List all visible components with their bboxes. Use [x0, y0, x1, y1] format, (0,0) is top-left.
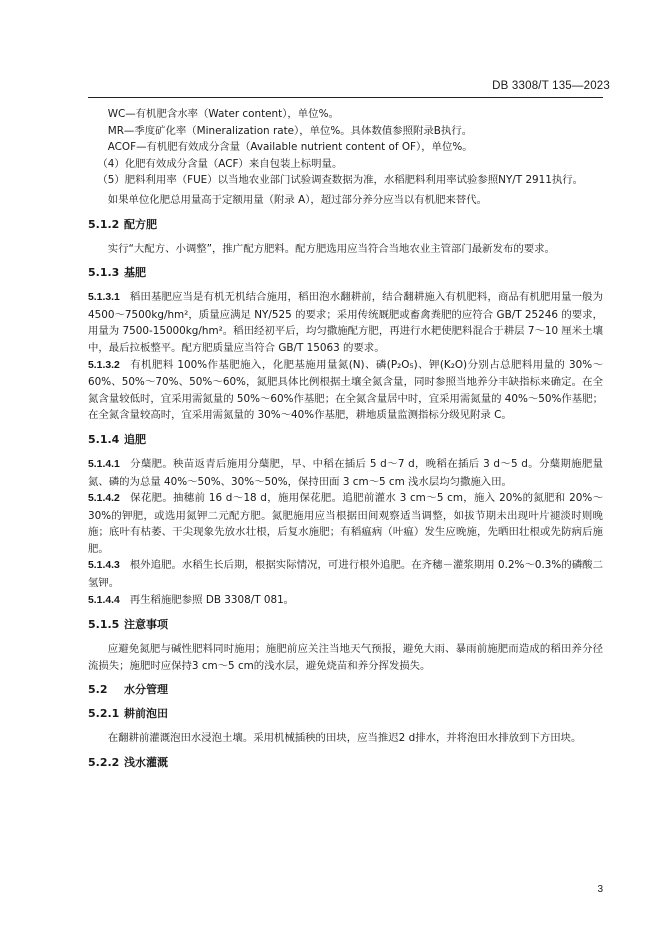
heading-5-1-2 [88, 217, 603, 233]
heading-5-2-2 [88, 755, 603, 771]
heading-number: 5.1.2 [88, 217, 120, 231]
clause-number: 5.1.3.1 [88, 292, 120, 304]
document-code: DB 3308/T 135—2023 [492, 80, 610, 92]
heading-number: 5.2 [88, 683, 108, 697]
clause-number: 5.1.4.2 [88, 493, 120, 505]
note-excess: 如果单位化肥总用量高于定额用量（附录 A），超过部分养分应当以有机肥来替代。 [107, 193, 488, 206]
clause-number: 5.1.4.4 [88, 594, 120, 606]
clause-text: 再生稻施肥参照 DB 3308/T 081。 [129, 593, 295, 606]
clause-number: 5.1.4.1 [88, 458, 120, 470]
clause-5-1-3-1 [88, 289, 603, 356]
clause-number: 5.1.4.3 [88, 560, 120, 572]
paragraph-5-1-2: 实行“大配方、小调整”，推广配方肥料。配方肥选用应当符合当地农业主管部门最新发布的要求。 [107, 242, 555, 255]
heading-number: 5.1.5 [88, 618, 120, 632]
heading-title: 注意事项 [124, 618, 168, 632]
heading-title: 水分管理 [124, 683, 168, 697]
heading-5-1-4 [88, 432, 603, 448]
heading-number: 5.2.1 [88, 707, 120, 721]
page-content [88, 106, 603, 779]
note-acf: （4）化肥有效成分含量（ACF）来自包装上标明量。 [97, 157, 343, 170]
heading-5-1-3 [88, 265, 603, 281]
clause-5-1-4-4 [88, 592, 603, 610]
note-fue: （5）肥料利用率（FUE）以当地农业部门试验调查数据为准，水稻肥料利用率试验参照NY/T 2911执行。 [97, 174, 584, 187]
heading-5-1-5 [88, 617, 603, 633]
clause-text: 分蘖肥。秧苗返青后施用分蘖肥，早、中稻在插后 5 d～7 d，晚稻在插后 3 d～5 d。分蘖期施肥量氮、磷的为总量 40%～50%、30%～50%，保持田面 3 cm～5 cm 浅水层均匀撒施入田。 [88, 457, 603, 488]
definition-wc: WC—有机肥含水率（Water content），单位%。 [107, 108, 339, 120]
paragraph-5-1-5: 应避免氮肥与碱性肥料同时施用；施肥前应关注当地天气预报，避免大雨、暴雨前施肥而造成的稻田养分径流损失；施肥时应保持3 cm～5 cm的浅水层，避免烧苗和养分挥发损失。 [88, 643, 603, 672]
clause-5-1-4-3 [88, 557, 603, 591]
heading-number: 5.2.2 [88, 756, 120, 770]
definition-mr: MR—季度矿化率（Mineralization rate），单位%。具体数值参照附录B执行。 [107, 124, 473, 137]
heading-5-2 [88, 682, 603, 698]
clause-5-1-4-1 [88, 456, 603, 490]
clause-text: 有机肥料 100%作基肥施入，化肥基施用量氮(N)、磷(P₂O₅)、钾(K₂O)分别占总肥料用量的 30%～60%、50%～70%、50%～60%，氮肥具体比例根据土壤全氮含量，同时参照当地养分丰缺指标来确定。在全氮含量较低时，宜采用需氮量的 50%～60%作基肥；在全氮含量居中时，宜采用需氮量的 40%～50%作基肥；在全氮含量较高时，宜采用需氮量的 30%～40%作基肥，耕地质量监测指标分级见附录 C。 [88, 358, 603, 422]
heading-5-2-1 [88, 706, 603, 722]
clause-5-1-3-2 [88, 357, 603, 424]
header-rule [88, 97, 603, 98]
heading-title: 追肥 [124, 432, 146, 446]
paragraph-5-2-1: 在翻耕前灌溉泡田水浸泡土壤。采用机械插秧的田块，应当推迟2 d排水，并将泡田水排放到下方田块。 [107, 732, 582, 745]
clause-number: 5.1.3.2 [88, 359, 120, 371]
clause-text: 保花肥。抽穗前 16 d～18 d，施用保花肥。追肥前灌水 3 cm～5 cm，施入 20%的氮肥和 20%～30%的钾肥，或选用氮钾二元配方肥。氮肥施用应当根据田间观察适当调整，如拔节期未出现叶片褪淡时则晚施；底叶有枯萎、干尖现象先放水壮根，后复水施肥；有稻瘟病（叶瘟）发生应晚施，先晒田壮根或先防病后施肥。 [88, 492, 603, 555]
heading-title: 基肥 [124, 266, 146, 280]
heading-number: 5.1.4 [88, 432, 120, 446]
definition-acof: ACOF—有机肥有效成分含量（Available nutrient content of OF），单位%。 [107, 141, 473, 154]
clause-text: 稻田基肥应当是有机无机结合施用，稻田泡水翻耕前，结合翻耕施入有机肥料，商品有机肥用量一般为 4500～7500kg/hm²，质量应满足 NY/525 的要求；采用传统厩肥或畜禽粪肥的应符合 GB/T 25246 的要求，用量为 7500-15000kg/hm²。稻田经初平后，均匀撒施配方肥，再进行水耙使肥料混合于耕层 7～10 厘米土壤中，最后拉板整平。配方肥质量应当符合 GB/T 15063 的要求。 [88, 291, 603, 354]
heading-number: 5.1.3 [88, 266, 120, 280]
clause-5-1-4-2 [88, 490, 603, 557]
heading-title: 耕前泡田 [124, 707, 168, 721]
page-number: 3 [597, 884, 603, 895]
heading-title: 配方肥 [124, 217, 157, 231]
clause-text: 根外追肥。水稻生长后期，根据实际情况，可进行根外追肥。在齐穗－灌浆期用 0.2%～0.3%的磷酸二氢钾。 [88, 559, 603, 590]
heading-title: 浅水灌溉 [124, 756, 168, 770]
